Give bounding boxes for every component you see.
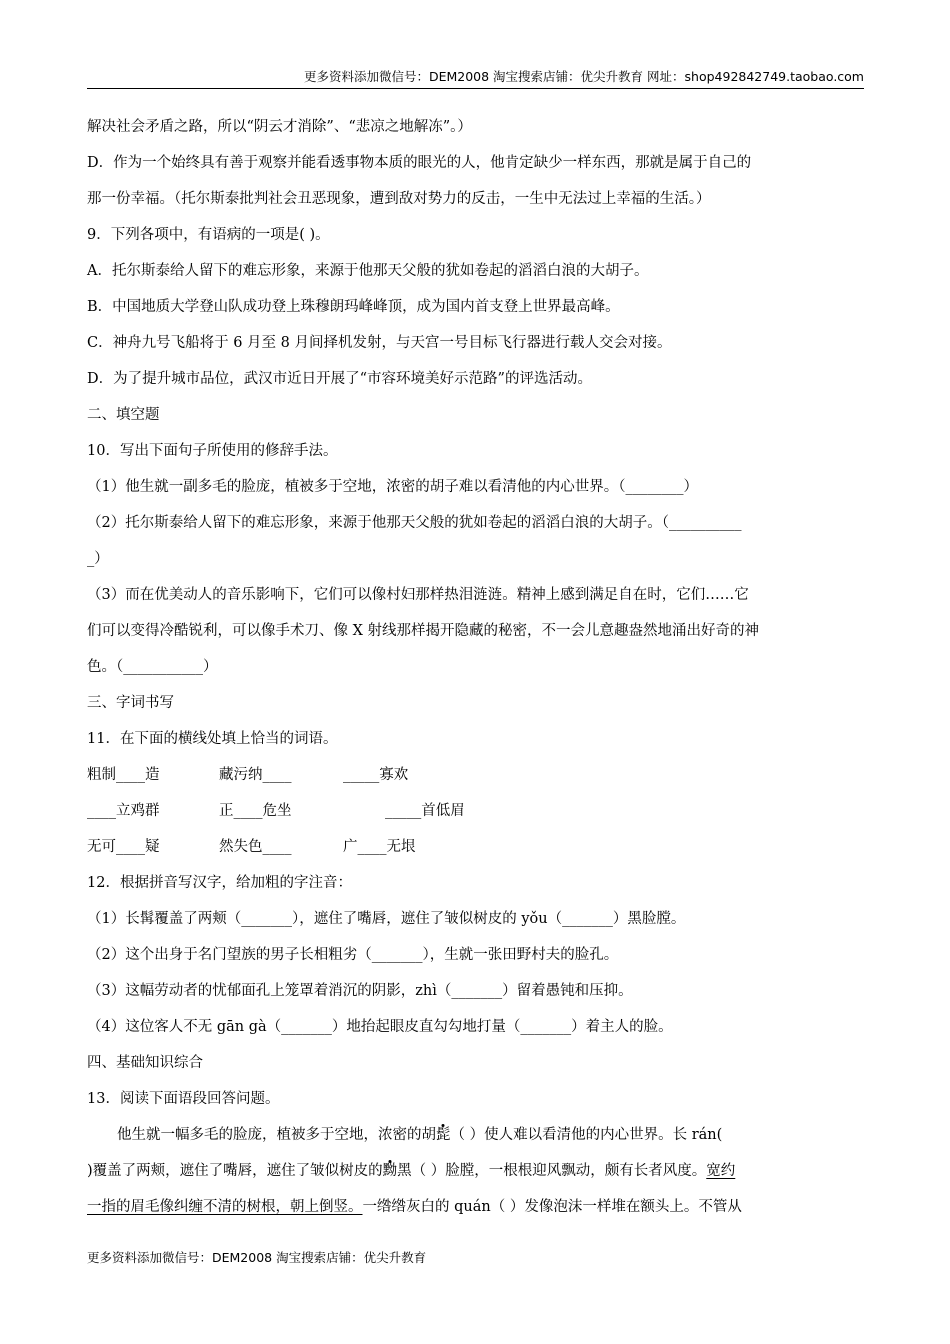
text-line: 解决社会矛盾之路，所以“阴云才消除”、“悲凉之地解冻”。）: [87, 119, 472, 135]
q10-item-1: （1）他生就一副多毛的脸庞，植被多于空地，浓密的胡子难以看清他的内心世界。（________）: [87, 479, 698, 495]
q9-option-a: A．托尔斯泰给人留下的难忘形象，来源于他那天父般的犹如卷起的滔滔白浪的大胡子。: [87, 263, 649, 279]
passage-text: （ ）使人难以看清他的内心世界。长 rán(: [450, 1127, 723, 1143]
underlined-text: 一指的眉毛像纠缠不清的树根，朝上倒竖。: [87, 1199, 363, 1215]
page-footer: 更多资料添加微信号：DEM2008 淘宝搜索店铺：优尖升教育: [87, 1250, 427, 1265]
q12-item-3: （3）这幅劳动者的忧郁面孔上笼罩着消沉的阴影，zhì（_______）留着愚钝和压抑。: [87, 983, 633, 999]
word-blank: _____首低眉: [385, 803, 465, 819]
passage-text: 他生就一幅多毛的脸庞，植被多于空地，浓密的胡: [117, 1127, 436, 1143]
underlined-text: 宽约: [706, 1163, 736, 1179]
passage-text: 一绺绺灰白的 quán（ ）发像泡沫一样堆在额头上。不管从: [362, 1199, 742, 1215]
question-12: 12．根据拼音写汉字，给加粗的字注音：: [87, 875, 352, 891]
question-13: 13．阅读下面语段回答问题。: [87, 1091, 280, 1107]
q12-item-1: （1）长髯覆盖了两颊（_______），遮住了嘴唇，遮住了皱似树皮的 yǒu（_______）黑脸膛。: [87, 911, 686, 927]
q9-option-c: C．神舟九号飞船将于 6 月至 8 月间择机发射，与天宫一号目标飞行器进行载人交会对接。: [87, 335, 672, 351]
marked-char: 黝: [382, 1163, 398, 1179]
word-blank: 然失色____: [219, 839, 292, 855]
word-row: [87, 835, 864, 871]
word-blank: 藏污纳____: [219, 767, 292, 783]
q9-option-d: D．为了提升城市品位，武汉市近日开展了“市容环境美好示范路”的评选活动。: [87, 371, 592, 387]
q10-item-2: （2）托尔斯泰给人留下的难忘形象，来源于他那天父般的犹如卷起的滔滔白浪的大胡子。（__________: [87, 515, 742, 531]
q12-item-4: （4）这位客人不无 gān gà（_______）地抬起眼皮直勾勾地打量（_______）着主人的脸。: [87, 1019, 673, 1035]
section-heading-fill-blank: 二、填空题: [87, 407, 160, 423]
q10-item-3-cont: 们可以变得冷酷锐利，可以像手术刀、像 X 射线那样揭开隐藏的秘密，不一会儿意趣盎然地涌出好奇的神: [87, 623, 760, 639]
passage-text: )覆盖了两颊，遮住了嘴唇，遮住了皱似树皮的: [87, 1163, 383, 1179]
question-9: 9．下列各项中，有语病的一项是( )。: [87, 227, 330, 243]
word-row: [87, 799, 864, 835]
q10-item-3-cont: 色。（___________）: [87, 659, 218, 675]
page-header: 更多资料添加微信号：DEM2008 淘宝搜索店铺：优尖升教育 网址：shop492842749.taobao.com: [303, 69, 864, 84]
section-heading-basics: 四、基础知识综合: [87, 1055, 203, 1071]
question-10: 10．写出下面句子所使用的修辞手法。: [87, 443, 338, 459]
passage-text: 黑（ ）脸膛，一根根迎风飘动，颇有长者风度。: [397, 1163, 707, 1179]
marked-char: 髭: [436, 1127, 451, 1143]
q9-option-b: B．中国地质大学登山队成功登上珠穆朗玛峰峰顶，成为国内首支登上世界最高峰。: [87, 299, 620, 315]
passage-line: [87, 1195, 864, 1231]
q10-item-3: （3）而在优美动人的音乐影响下，它们可以像村妇那样热泪涟涟。精神上感到满足自在时，它们……它: [87, 587, 749, 603]
word-blank: _____寡欢: [343, 767, 409, 783]
passage-line: [87, 1159, 864, 1195]
word-row: [87, 763, 864, 799]
word-blank: 正____危坐: [219, 803, 292, 819]
header-rule: [87, 88, 864, 89]
question-11: 11．在下面的横线处填上恰当的词语。: [87, 731, 338, 747]
q10-item-2-cont: _）: [87, 551, 109, 567]
option-d-line: D．作为一个始终具有善于观察并能看透事物本质的眼光的人，他肯定缺少一样东西，那就是属于自己的: [87, 155, 752, 171]
passage-line: [87, 1123, 864, 1159]
text-line: 那一份幸福。（托尔斯泰批判社会丑恶现象，遭到敌对势力的反击，一生中无法过上幸福的生活。）: [87, 191, 711, 207]
document-body: [87, 115, 864, 1231]
word-blank: ____立鸡群: [87, 803, 160, 819]
section-heading-words: 三、字词书写: [87, 695, 174, 711]
q12-item-2: （2）这个出身于名门望族的男子长相粗劣（_______），生就一张田野村夫的脸孔。: [87, 947, 619, 963]
word-blank: 广____无垠: [343, 839, 416, 855]
word-blank: 无可____疑: [87, 839, 160, 855]
word-blank: 粗制____造: [87, 767, 160, 783]
reading-passage: [87, 1123, 864, 1231]
